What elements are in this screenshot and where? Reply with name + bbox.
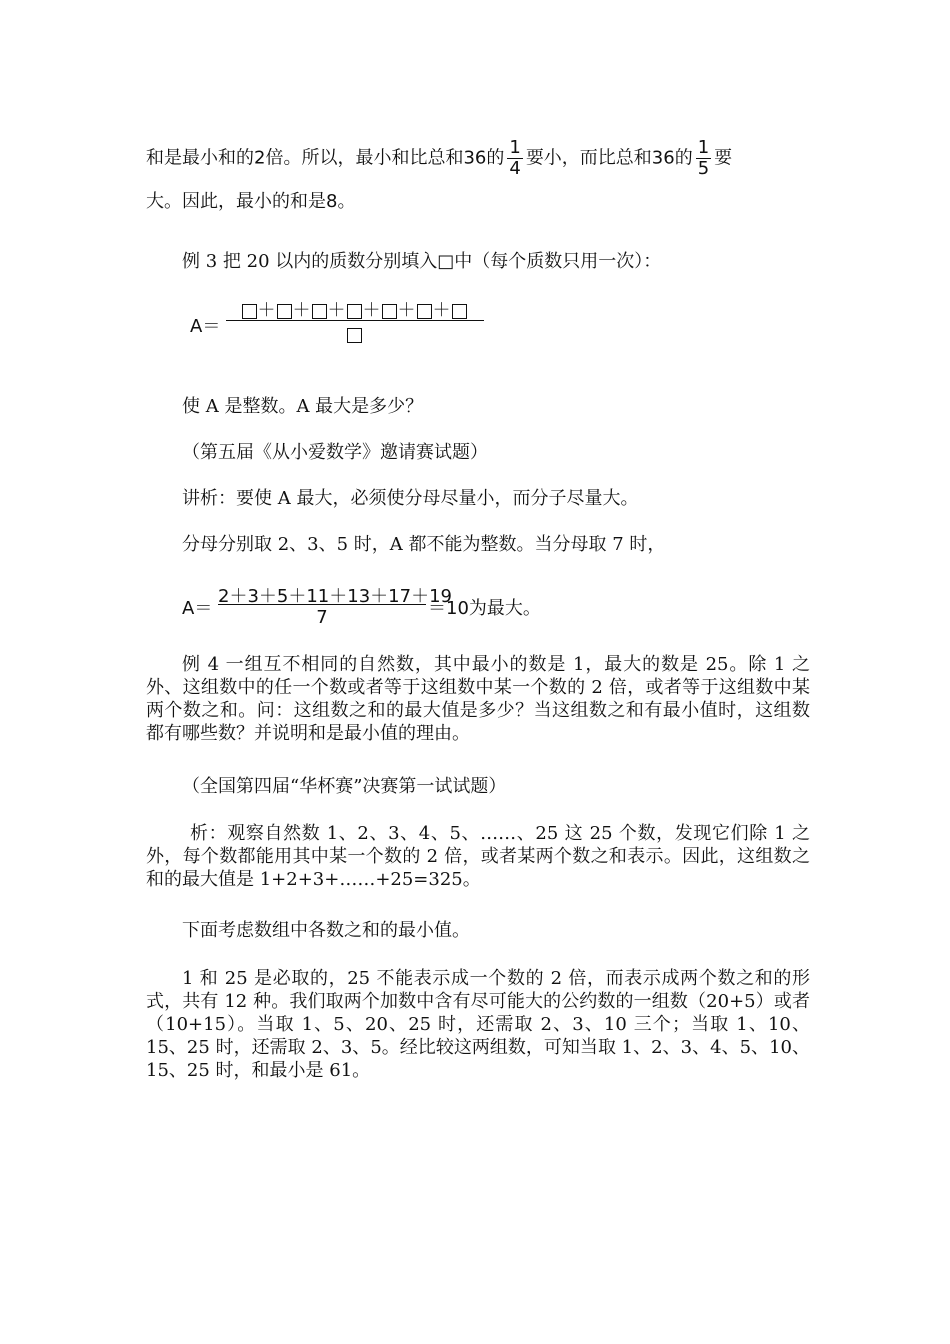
box (347, 304, 362, 319)
source-4: （全国第四届“华杯赛”决赛第一试试题） (182, 776, 507, 797)
box (417, 304, 432, 319)
fraction-one-fifth: $\frac{1}{5}$ (697, 137, 710, 179)
example-4: 例 4 一组互不相同的自然数，其中最小的数是 1，最大的数是 25。除 1 之外、这组数中的任一个数或者等于这组数中某一个数的 2 倍，或者等于这组数中某两个数之和。问：这组数之和的最大值是多少？当这组数之和有最小值时，这组数都有哪些数？并说明和是最小值的理由。 (146, 654, 810, 744)
box (452, 304, 467, 319)
fraction-one-quarter: $\frac{1}{4}$ (509, 137, 521, 179)
final-paragraph: 1 和 25 是必取的，25 不能表示成一个数的 2 倍，而表示成两个数之和的形式，共有 12 种。我们取两个加数中含有尽可能大的公约数的一组数（20+5）或者（10+15）。当取 1、5、20、25 时，还需取 2、3、10 三个；当取 1、10、15、25 时，还需取 2、3、5。经比较这两组数，可知当取 1、2、3、4、5、10、15、25 时，和最小是 61。 (146, 968, 810, 1081)
box (277, 304, 292, 319)
continuation-line: 和是最小和的2倍。所以，最小和比总和36的 $\frac{1}{4}$ 要小，而比总和36的 $\frac{1}{5}$ 要 (146, 137, 733, 179)
box (242, 304, 257, 319)
source-3: （第五届《从小爱数学》邀请赛试题） (182, 442, 488, 463)
next-step: 下面考虑数组中各数之和的最小值。 (182, 920, 470, 941)
analysis-4: 析：观察自然数 1、2、3、4、5、……、25 这 25 个数，发现它们除 1 之外，每个数都能用其中某一个数的 2 倍，或者某两个数之和表示。因此，这组数之和的最大值是 1+2+3+……+25=325。 (146, 823, 810, 890)
example-3-title: 例 3 把 20 以内的质数分别填入□中（每个质数只用一次）： (182, 251, 662, 272)
denominator-text: 分母分别取 2、3、5 时，A 都不能为整数。当分母取 7 时， (182, 534, 666, 555)
question: 使 A 是整数。A 最大是多少？ (182, 396, 424, 417)
box (382, 304, 397, 319)
fraction-bar (218, 604, 426, 605)
conclusion-line: 大。因此，最小的和是8。 (146, 191, 356, 212)
box (347, 328, 362, 343)
fraction-bar (226, 320, 484, 321)
box (312, 304, 327, 319)
analysis-3: 讲析：要使 A 最大，必须使分母尽量小，而分子尽量大。 (182, 488, 639, 509)
